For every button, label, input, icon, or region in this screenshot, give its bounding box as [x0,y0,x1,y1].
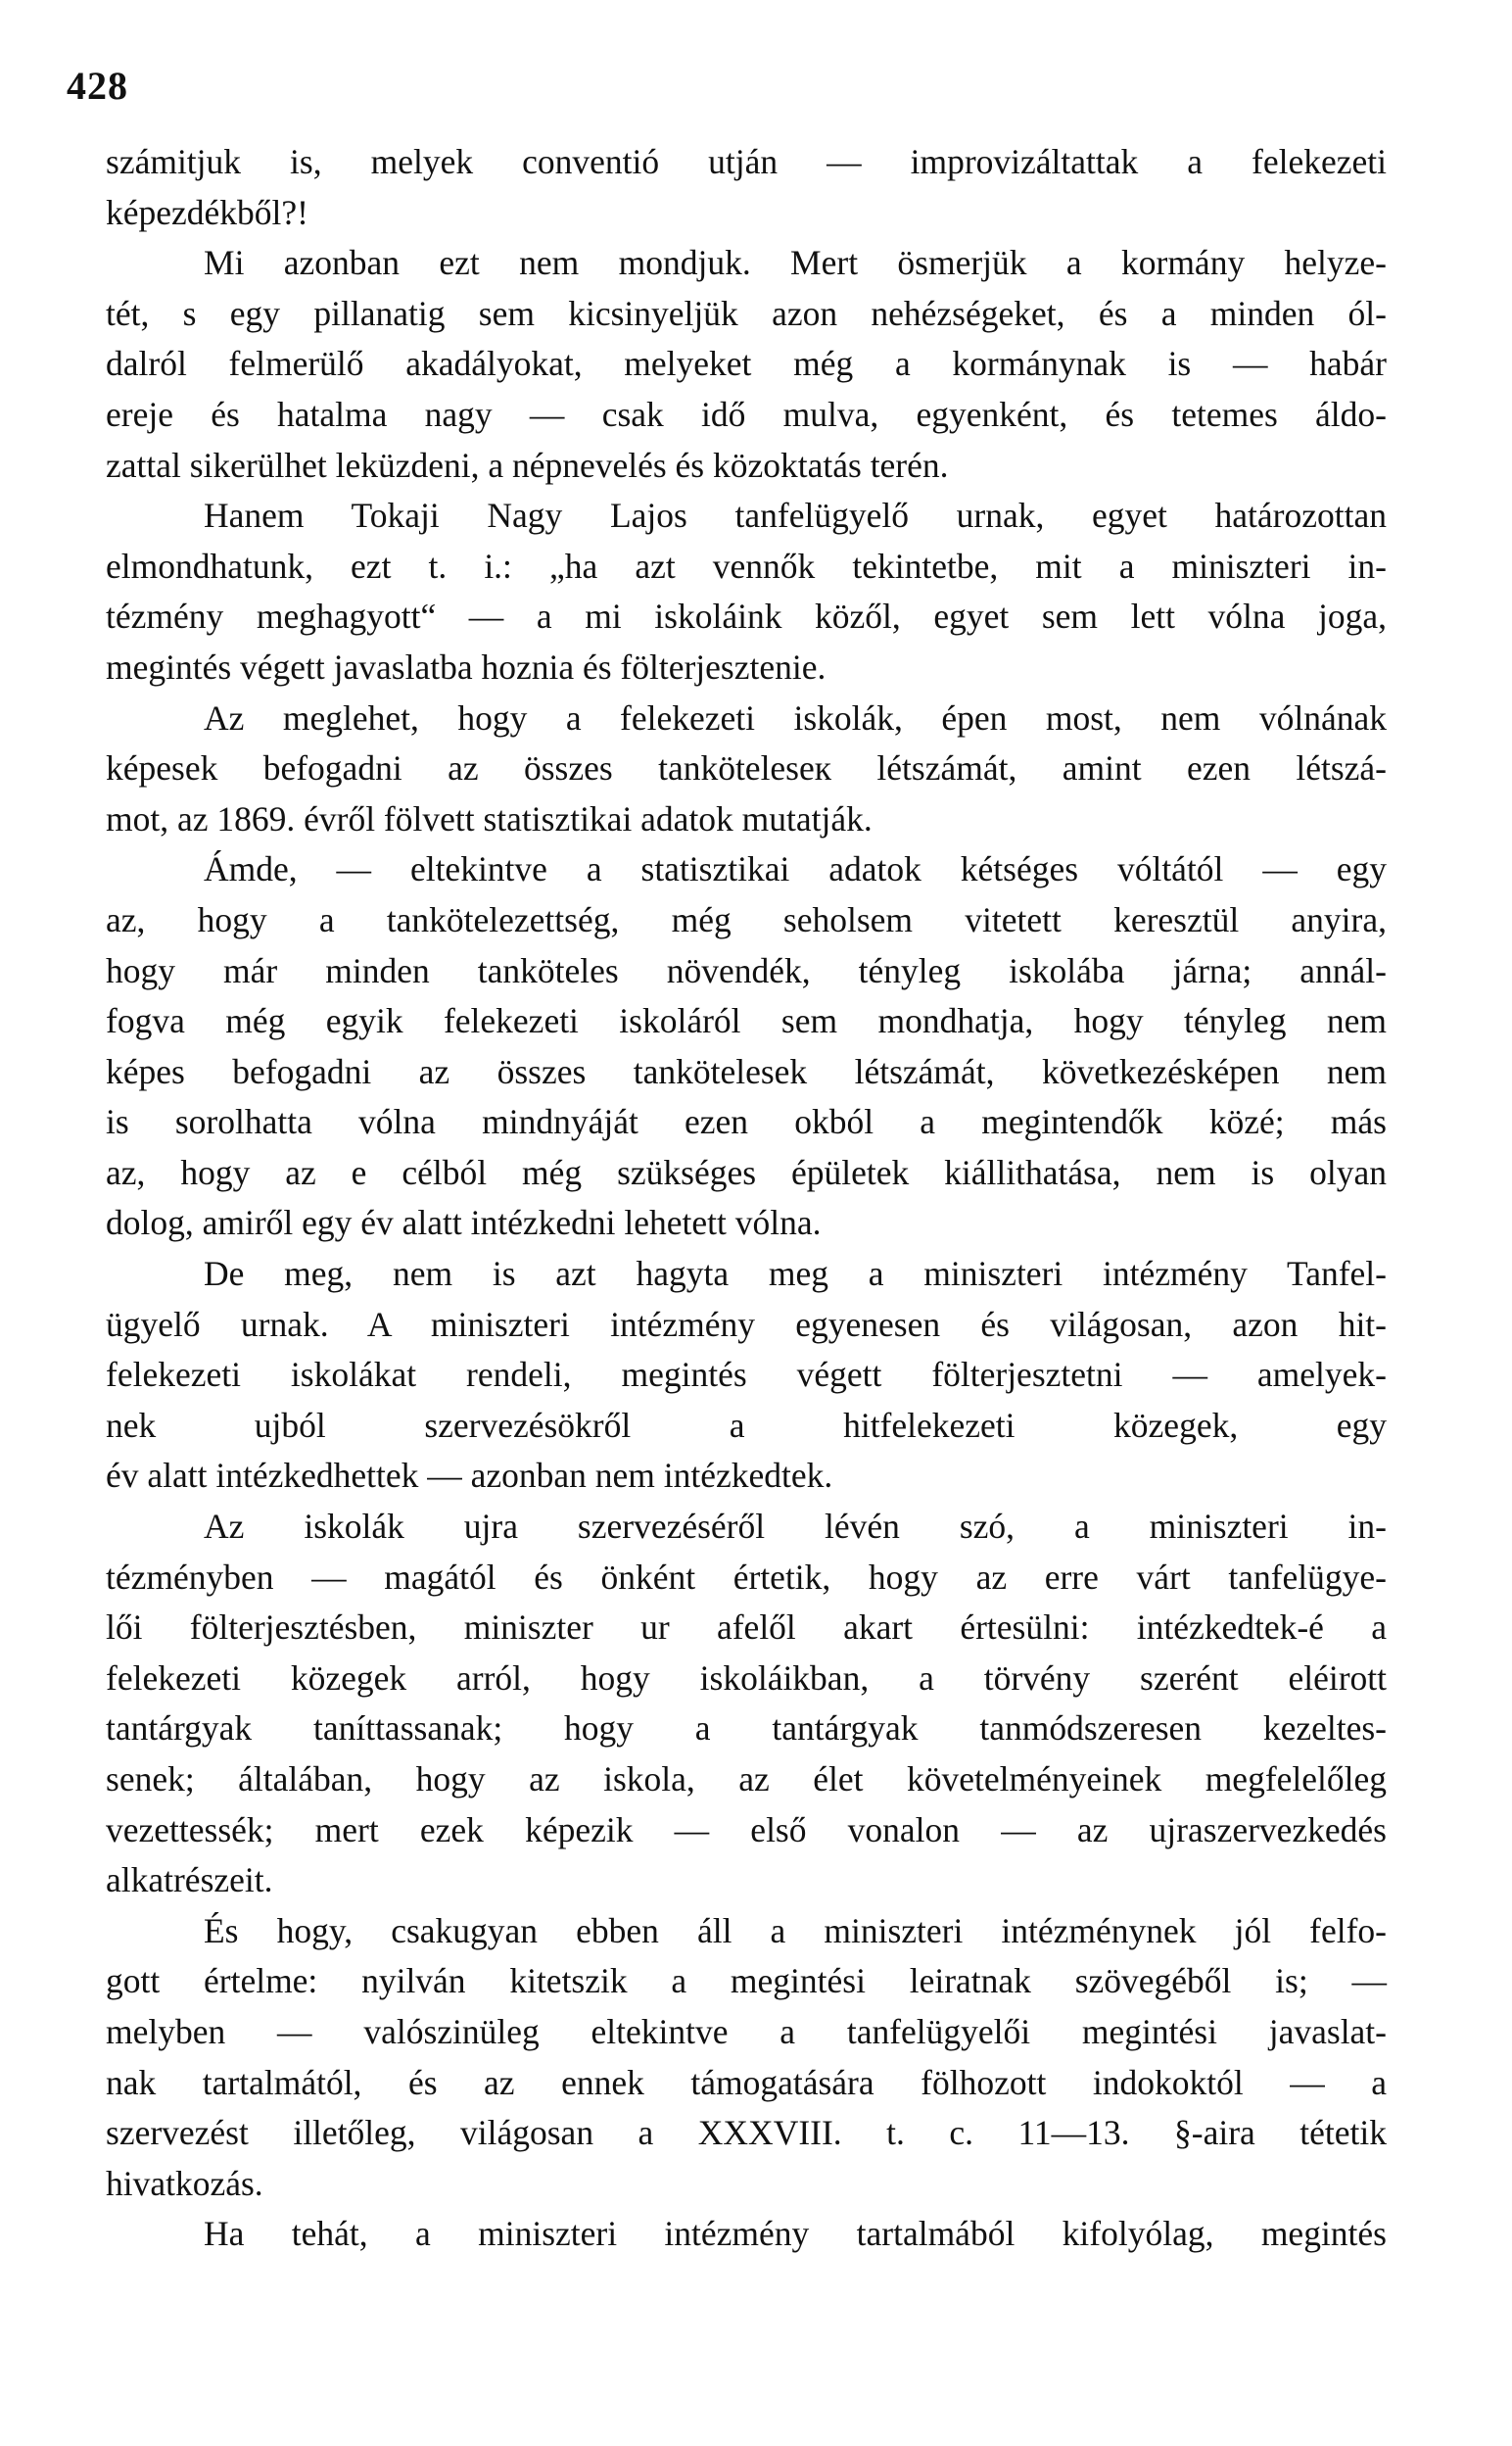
text-line: hivatkozás. [106,2163,263,2203]
text-line: ereje és hatalma nagy — csak idő mulva, egyenként, és tetemes áldo- [106,394,1387,434]
text-line: És hogy, csakugyan ebben áll a miniszteri intézménynek jól felfo- [204,1910,1387,1950]
text-line: képes befogadni az összes tankötelesek létszámát, következésképen nem [106,1051,1387,1091]
page-number: 428 [67,64,128,108]
text-line: senek; általában, hogy az iskola, az élet követelményeinek megfelelőleg [106,1759,1387,1799]
text-line: ügyelő urnak. A miniszteri intézmény egyenesen és világosan, azon hit- [106,1304,1387,1344]
text-line: dalról felmerülő akadályokat, melyeket még a kormánynak is — habár [106,344,1387,384]
text-line: fogva még egyik felekezeti iskoláról sem mondhatja, hogy tényleg nem [106,1001,1387,1041]
text-line: képezdékből?! [106,192,308,232]
text-line: Hanem Tokaji Nagy Lajos tanfelügyelő urnak, egyet határozottan [204,496,1387,536]
body-text [106,137,1387,2260]
text-line: nek ujból szervezésökről a hitfelekezeti közegek, egy [106,1405,1387,1445]
text-line: melyben — valószinüleg eltekintve a tanfelügyelői megintési javaslat- [106,2011,1387,2051]
text-line: Ámde, — eltekintve a statisztikai adatok kétséges vóltától — egy [204,849,1387,889]
text-line: zattal sikerülhet leküzdeni, a népnevelés és közoktatás terén. [106,445,949,485]
text-line: szervezést illetőleg, világosan a XXXVIII. t. c. 11—13. §-aira tétetik [106,2113,1387,2153]
text-line: felekezeti közegek arról, hogy iskoláikban, a törvény szerént eléirott [106,1657,1387,1698]
text-line: tézményben — magától és önként értetik, hogy az erre várt tanfelügye- [106,1557,1387,1597]
text-line: Az iskolák ujra szervezéséről lévén szó, a miniszteri in- [204,1507,1387,1547]
text-line: megintés végett javaslatba hoznia és fölterjesztenie. [106,647,827,687]
text-line: hogy már minden tanköteles növendék, tényleg iskolába járna; annál- [106,950,1387,990]
text-line: De meg, nem is azt hagyta meg a miniszteri intézmény Tanfel- [204,1254,1387,1294]
text-line: gott értelme: nyilván kitetszik a megintési leiratnak szövegéből is; — [106,1961,1387,2001]
text-line: számitjuk is, melyek conventió utján — improvizáltattak a felekezeti [106,142,1387,181]
text-line: az, hogy a tankötelezettség, még seholsem vitetett keresztül anyira, [106,899,1387,939]
text-line: Mi azonban ezt nem mondjuk. Mert ösmerjük a kormány helyze- [204,243,1387,283]
text-line: dolog, amiről egy év alatt intézkedni lehetett vólna. [106,1203,822,1243]
text-line: is sorolhatta vólna mindnyáját ezen okból a megintendők közé; más [106,1102,1387,1142]
text-line: felekezeti iskolákat rendeli, megintés végett fölterjesztetni — amelyek- [106,1355,1387,1395]
text-line: képesek befogadni az összes tanköteleseк létszámát, amint ezen létszá- [106,748,1387,789]
text-line: mot, az 1869. évről fölvett statisztikai adatok mutatják. [106,798,873,839]
text-line: Az meglehet, hogy a felekezeti iskolák, épen most, nem vólnának [204,697,1387,738]
text-line: alkatrészeit. [106,1860,273,1900]
text-line: az, hogy az e célból még szükséges épületek kiállithatása, nem is olyan [106,1152,1387,1192]
text-line: lői fölterjesztésben, miniszter ur afelől akart értesülni: intézkedtek-é a [106,1607,1387,1648]
text-line: Ha tehát, a miniszteri intézmény tartalmából kifolyólag, megintés [204,2214,1387,2254]
text-line: tantárgyak taníttassanak; hogy a tantárgyak tanmódszeresen kezeltes- [106,1708,1387,1749]
text-line: tét, s egy pillanatig sem kicsinyeljük azon nehézségeket, és a minden ól- [106,293,1387,333]
text-line: nak tartalmától, és az ennek támogatására fölhozott indokoktól — a [106,2062,1387,2102]
text-line: elmondhatunk, ezt t. i.: „ha azt vennők tekintetbe, mit a miniszteri in- [106,546,1387,586]
text-line: tézmény meghagyott“ — a mi iskoláink közől, egyet sem lett vólna joga, [106,597,1387,637]
text-line: év alatt intézkedhettek — azonban nem intézkedtek. [106,1456,833,1496]
text-line: vezettessék; mert ezek képezik — első vonalon — az ujraszervezkedés [106,1809,1387,1849]
